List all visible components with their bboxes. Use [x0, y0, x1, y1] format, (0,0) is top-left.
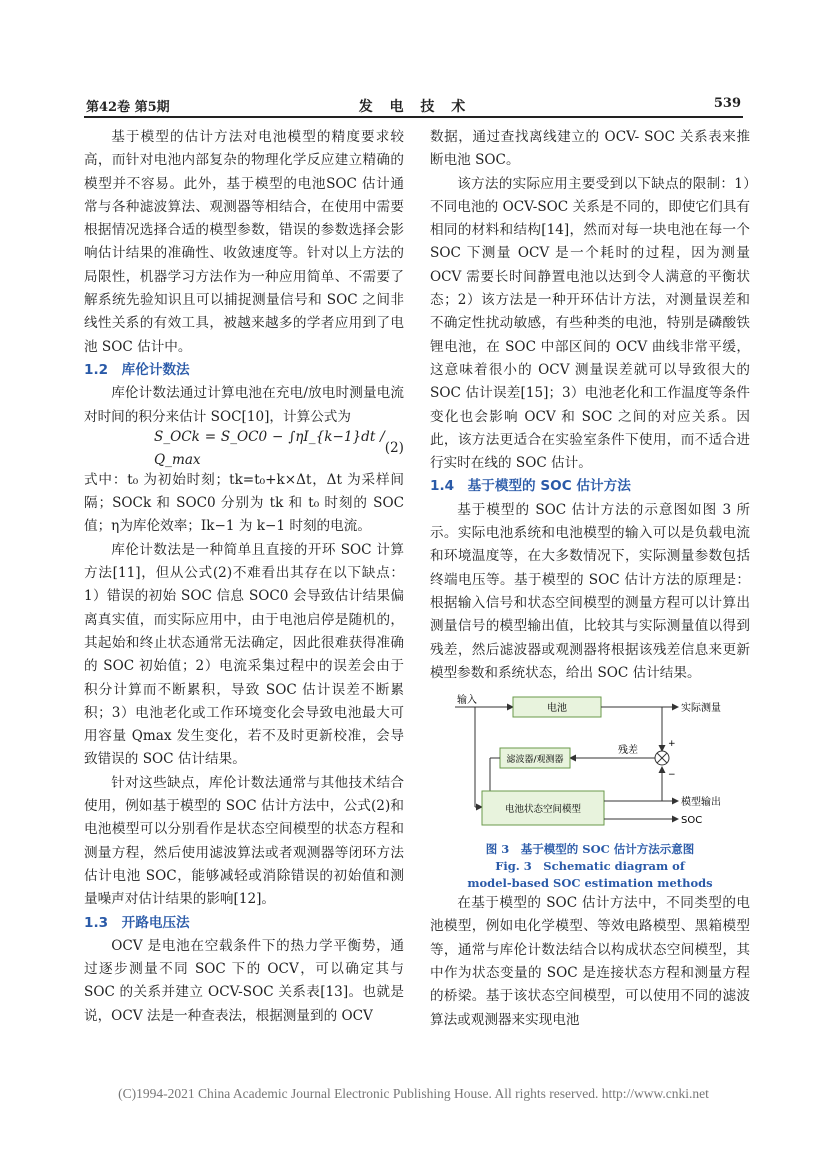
journal-title: 发 电 技 术 — [358, 99, 472, 115]
section-heading: 1.3 开路电压法 — [84, 914, 190, 931]
residual-label: 残差 — [618, 745, 638, 757]
paragraph: 数据，通过查找离线建立的 OCV- SOC 关系表来推断电池 SOC。 — [430, 129, 750, 169]
soc-label: SOC — [681, 815, 703, 827]
figure-caption-en: model-based SOC estimation methods — [467, 876, 713, 891]
input-label: 输入 — [457, 695, 477, 707]
model-label: 电池状态空间模型 — [504, 804, 582, 816]
paragraph: 库伦计数法通过计算电池在充电/放电时测量电流对时间的积分来估计 SOC[10]，计算公式为 — [84, 385, 404, 425]
battery-label: 电池 — [547, 703, 567, 715]
equation-body: S_OCk = S_OC0 − ∫ηI_{k−1}dt / Q_max — [154, 428, 385, 468]
equation-number: (2) — [384, 440, 404, 457]
paragraph: OCV 是电池在空载条件下的热力学平衡势，通过逐步测量不同 SOC 下的 OCV，可以确定其与 SOC 的关系并建立 OCV-SOC 关系表[13]。也就是说，OCV 法是一种查表法，根据测量到的 OCV — [84, 937, 404, 1024]
minus-sign: − — [668, 770, 676, 781]
header-rule — [84, 116, 743, 118]
figure-3 — [430, 689, 750, 839]
paragraph: 基于模型的 SOC 估计方法的示意图如图 3 所示。实际电池系统和电池模型的输入可以是负载电流和环境温度等，在大多数情况下，实际测量参数包括终端电压等。基于模型的 SOC 估计方法的原理是：根据输入信号和状态空间模型的测量方程可以计算出测量信号的模型输出值，比较其与实际测量值以得到残差，然后滤波器或观测器将根据该残差信息来更新模型参数和系统状态，给出 SOC 估计结果。 — [430, 501, 750, 681]
page-number: 539 — [713, 96, 741, 111]
actual-label: 实际测量 — [681, 703, 721, 715]
paragraph: 该方法的实际应用主要受到以下缺点的限制：1）不同电池的 OCV-SOC 关系是不同的，即使它们具有相同的材料和结构[14]，然而对每一块电池在每一个 SOC 下测量 OCV 是一个耗时的过程，因为测量 OCV 需要长时间静置电池以达到令人满意的平衡状态；2）该方法是一种开环估计方法，对测量误差和不确定性扰动敏感，有些种类的电池，特别是磷酸铁锂电池，在 SOC 中部区间的 OCV 曲线非常平缓，这意味着很小的 OCV 测量误差就可以导致很大的 SOC 估计误差[15]；3）电池老化和工作温度等条件变化也会影响 OCV 和 SOC 之间的对应关系。因此，该方法更适合在实验室条件下使用，而不适合进行实时在线的 SOC 估计。 — [430, 175, 750, 472]
paragraph: 库伦计数法是一种简单且直接的开环 SOC 计算方法[11]，但从公式(2)不难看出其存在以下缺点：1）错误的初始 SOC 信息 SOC0 会导致估计结果偏离真实值，而实际应用中，由于电池启停是随机的，其起始和终止状态通常无法确定，因此很难获得准确的 SOC 初始值；2）电流采集过程中的误差会由于积分计算而不断累积，导致 SOC 估计误差不断累积；3）电池老化或工作环境变化会导致电池最大可用容量 Qmax 发生变化，若不及时更新校准，会导致错误的 SOC 估计结果。 — [84, 541, 404, 768]
figure-caption-cn: 图 3 基于模型的 SOC 估计方法示意图 — [485, 842, 695, 857]
right-column — [430, 126, 750, 1032]
journal-volume: 第42卷 第5期 — [86, 100, 170, 115]
plus-sign: + — [668, 739, 676, 750]
figure-caption-en: Fig. 3 Schematic diagram of — [495, 859, 685, 874]
paragraph: 在基于模型的 SOC 估计方法中，不同类型的电池模型，例如电化学模型、等效电路模型、黑箱模型等，通常与库伦计数法结合以构成状态空间模型，其中作为状态变量的 SOC 是连接状态方程和测量方程的桥梁。基于该状态空间模型，可以使用不同的滤波算法或观测器来实现电池 — [430, 895, 750, 1028]
left-column — [84, 126, 404, 1028]
paragraph: 式中：t₀ 为初始时刻；tk=t₀+k×Δt，Δt 为采样间隔；SOCk 和 SOC0 分别为 tk 和 t₀ 时刻的 SOC 值；η为库伦效率；Ik−1 为 k−1 时刻的电流。 — [84, 471, 404, 535]
paragraph: 针对这些缺点，库伦计数法通常与其他技术结合使用，例如基于模型的 SOC 估计方法中，公式(2)和电池模型可以分别看作是状态空间模型的状态方程和测量方程，然后使用滤波算法或者观测器等闭环方法估计电池 SOC，能够减轻或消除错误的初始值和测量噪声对估计结果的影响[12]。 — [84, 774, 404, 908]
paragraph: 基于模型的估计方法对电池模型的精度要求较高，而针对电池内部复杂的物理化学反应建立精确的模型并不容易。此外，基于模型的电池SOC 估计通常与各种滤波算法、观测器等相结合，在使用中需要根据情况选择合适的模型参数，错误的参数选择会影响估计结果的准确性、收敛速度等。针对以上方法的局限性，机器学习方法作为一种应用简单、不需要了解系统先验知识且可以捕捉测量信号和 SOC 之间非线性关系的有效工具，被越来越多的学者应用到了电池 SOC 估计中。 — [84, 129, 404, 355]
model-output-label: 模型输出 — [681, 797, 721, 809]
copyright-footer: (C)1994-2021 China Academic Journal Electronic Publishing House. All rights reserved. http://www.cnki.net — [118, 1086, 709, 1101]
section-heading: 1.4 基于模型的 SOC 估计方法 — [430, 478, 631, 495]
block-diagram — [430, 689, 750, 839]
section-heading: 1.2 库伦计数法 — [84, 361, 190, 378]
filter-label: 滤波器/观测器 — [506, 755, 564, 766]
equation — [84, 429, 404, 469]
